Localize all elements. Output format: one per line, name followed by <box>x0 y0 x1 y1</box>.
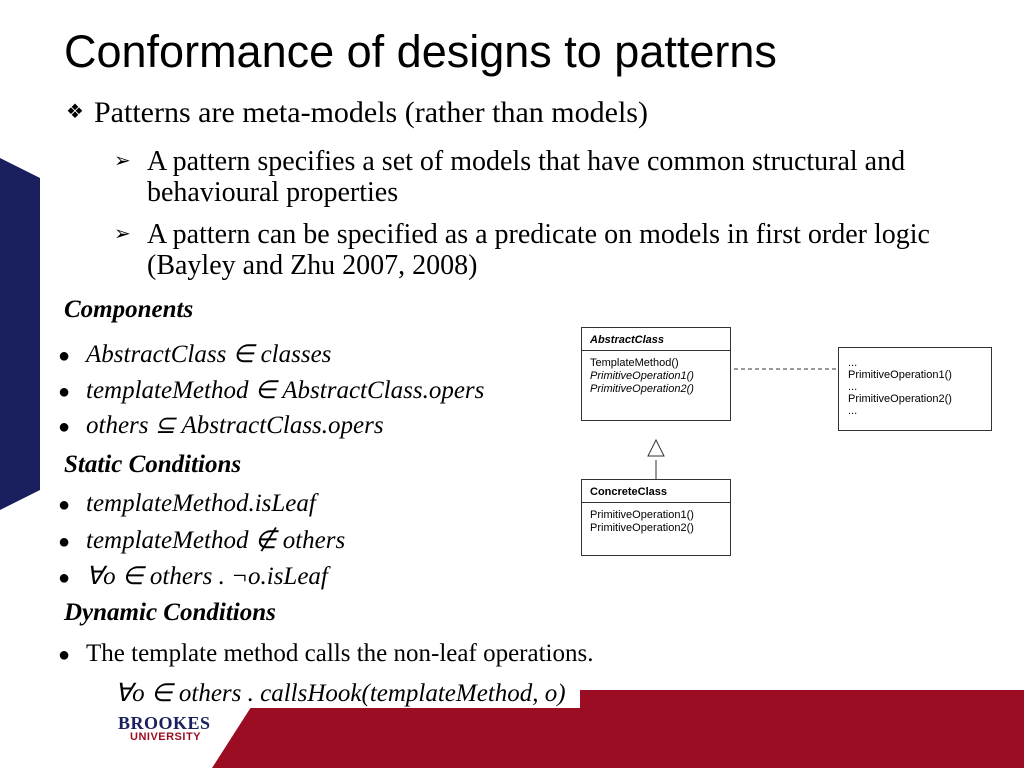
static-condition-text: ∀o ∈ others . ¬o.isLeaf <box>86 563 328 590</box>
uml-concrete-class <box>581 479 731 556</box>
arrow-bullet-icon: ➢ <box>114 223 131 245</box>
concrete-class-name: ConcreteClass <box>582 480 730 503</box>
note-line: ... <box>848 405 858 417</box>
note-line: ... <box>848 381 858 393</box>
main-bullet-text: Patterns are meta-models (rather than models) <box>94 96 648 129</box>
note-line: PrimitiveOperation1() <box>848 369 952 381</box>
static-conditions-heading: Static Conditions <box>64 451 242 478</box>
uml-note <box>838 347 992 431</box>
slide-title: Conformance of designs to patterns <box>64 26 777 77</box>
bullet-dot: ● <box>58 345 71 367</box>
abstract-class-name: AbstractClass <box>582 328 730 351</box>
component-text: others ⊆ AbstractClass.opers <box>86 412 384 439</box>
uml-operation: PrimitiveOperation1() <box>590 509 694 521</box>
brookes-logo: BROOKES <box>118 713 211 733</box>
note-line: ... <box>848 357 858 369</box>
uml-abstract-class <box>581 327 731 421</box>
bullet-dot: ● <box>58 531 71 553</box>
arrow-bullet-icon: ➢ <box>114 150 131 172</box>
uml-operation: PrimitiveOperation2() <box>590 522 694 534</box>
bullet-dot: ● <box>58 644 71 666</box>
dynamic-condition-formula: ∀o ∈ others . callsHook(templateMethod, o) <box>115 678 580 708</box>
static-condition-text: templateMethod.isLeaf <box>86 490 316 517</box>
sub-bullet-text: A pattern can be specified as a predicate on models in first order logic (Bayley and Zhu 2007, 2008) <box>147 219 930 281</box>
uml-operation: TemplateMethod() <box>590 357 679 369</box>
dynamic-conditions-heading: Dynamic Conditions <box>64 599 276 626</box>
static-condition-text: templateMethod ∉ others <box>86 527 346 554</box>
note-line: PrimitiveOperation2() <box>848 393 952 405</box>
sub-bullet-text: A pattern specifies a set of models that have common structural and behavioural properties <box>147 146 906 208</box>
dynamic-condition-text: The template method calls the non-leaf operations. <box>86 640 594 667</box>
bullet-dot: ● <box>58 381 71 403</box>
bullet-dot: ● <box>58 567 71 589</box>
bullet-dot: ● <box>58 416 71 438</box>
uml-operation: PrimitiveOperation1() <box>590 370 694 382</box>
bullet-dot: ● <box>58 494 71 516</box>
university-logo-text: UNIVERSITY <box>130 731 202 743</box>
component-text: templateMethod ∈ AbstractClass.opers <box>86 377 485 404</box>
component-text: AbstractClass ∈ classes <box>86 341 332 368</box>
components-heading: Components <box>64 296 194 323</box>
diamond-bullet-icon: ❖ <box>66 101 84 123</box>
uml-operation: PrimitiveOperation2() <box>590 383 694 395</box>
